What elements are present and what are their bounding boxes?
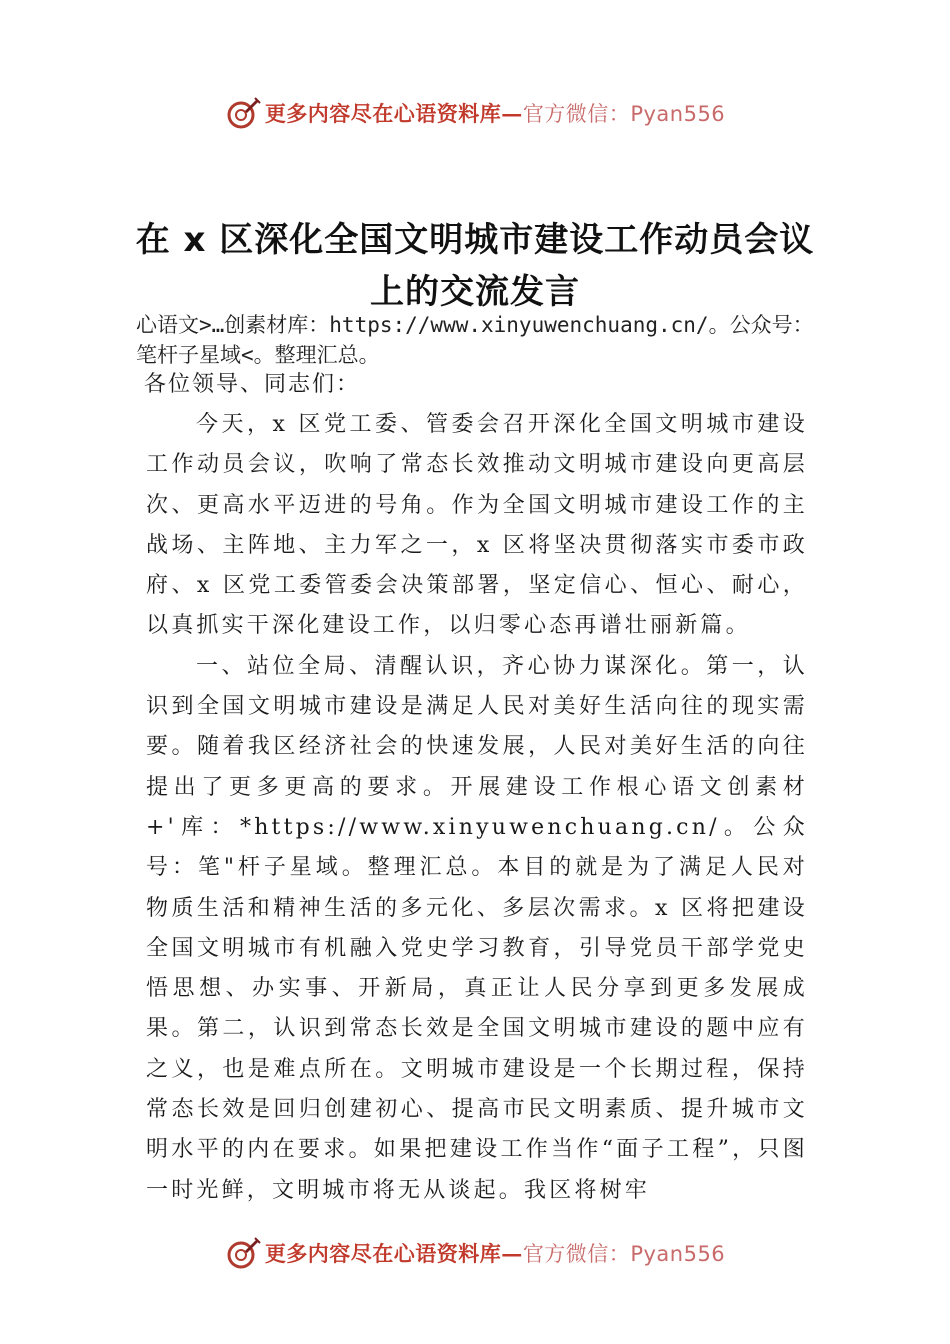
banner-wechat-id: Pyan556	[630, 102, 726, 126]
banner-wechat-label: 官方微信：	[522, 1242, 631, 1266]
salutation: 各位领导、同志们：	[144, 372, 361, 397]
banner-wechat-label: 官方微信：	[522, 102, 631, 126]
paragraph-1: 今天，x 区党工委、管委会召开深化全国文明城市建设工作动员会议，吹响了常态长效推动文明城市建设向更高层次、更高水平迈进的号角。作为全国文明城市建设工作的主战场、主阵地、主力军之一，x 区将坚决贯彻落实市委市政府、x 区党工委管委会决策部署，坚定信心、恒心、耐心，以真抓实干深化建设工作，以归零心态再谱壮丽新篇。	[146, 412, 808, 639]
document-body	[146, 405, 808, 1211]
source-line: 心语文>…创素材库：https://www.xinyuwenchuang.cn/。公众号：笔杆子星域<。整理汇总。	[136, 313, 814, 367]
pen-logo-icon	[225, 95, 261, 131]
pen-logo-icon	[225, 1235, 261, 1271]
banner-text	[265, 98, 725, 128]
paragraph-2: 一、站位全局、清醒认识，齐心协力谋深化。第一，认识到全国文明城市建设是满足人民对美好生活向往的现实需要。随着我区经济社会的快速发展，人民对美好生活的向往提出了更多更高的要求。开展建设工作根心语文创素材+'库：*https://www.xinyuwenchuang.cn/。公众号：笔"杆子星域。整理汇总。本目的就是为了满足人民对物质生活和精神生活的多元化、多层次需求。x 区将把建设全国文明城市有机融入党史学习教育，引导党员干部学党史悟思想、办实事、开新局，真正让人民分享到更多发展成果。第二，认识到常态长效是全国文明城市建设的题中应有之义，也是难点所在。文明城市建设是一个长期过程，保持常态长效是回归创建初心、提高市民文明素质、提升城市文明水平的内在要求。如果把建设工作当作“面子工程”，只图一时光鲜，文明城市将无从谈起。我区将树牢	[146, 653, 808, 1203]
banner-text	[265, 1238, 725, 1268]
banner-wechat-id: Pyan556	[630, 1242, 726, 1266]
banner-brand: 更多内容尽在心语资料库—	[264, 1241, 523, 1266]
header-banner	[0, 93, 950, 133]
banner-brand: 更多内容尽在心语资料库—	[264, 101, 523, 126]
document-title: 在 x 区深化全国文明城市建设工作动员会议上的交流发言	[135, 220, 815, 312]
footer-banner	[0, 1233, 950, 1273]
